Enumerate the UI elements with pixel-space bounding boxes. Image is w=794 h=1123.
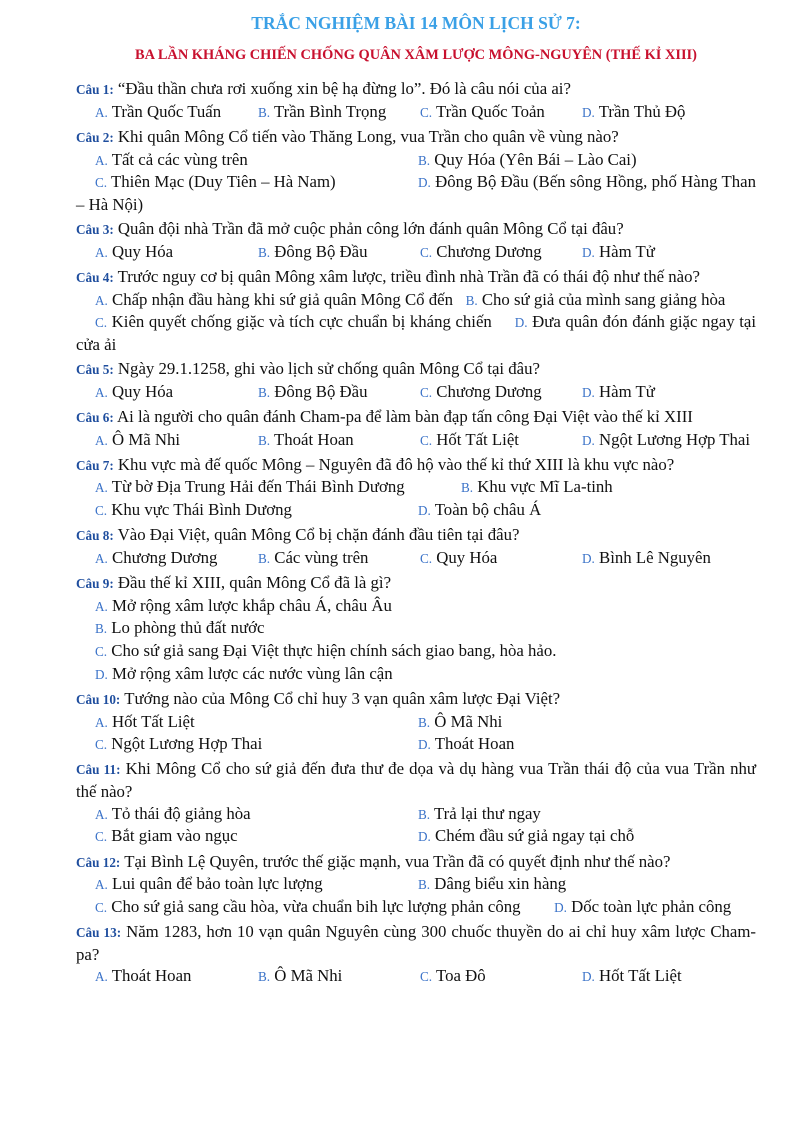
option-b: B. Dâng biểu xin hàng xyxy=(418,874,567,894)
question-label: Câu 6: xyxy=(76,409,114,425)
question-9 xyxy=(76,572,756,686)
question-label: Câu 5: xyxy=(76,362,114,377)
question-4 xyxy=(76,266,756,356)
options-flow xyxy=(76,896,756,919)
question-label: Câu 12: xyxy=(76,854,121,870)
question-label: Câu 9: xyxy=(76,575,114,591)
question-label: Câu 7: xyxy=(76,457,114,473)
question-text: Khu vực mà đế quốc Mông – Nguyên đã đô hộ vào thế kỉ thứ XIII là khu vực nào? xyxy=(113,454,675,474)
question-label: Câu 3: xyxy=(76,222,114,237)
options-flow xyxy=(76,311,756,355)
option-d: D. Ngột Lương Hợp Thai xyxy=(582,429,751,449)
option-a: A. Lui quân để bảo toàn lực lượng xyxy=(95,874,323,894)
option-c: C. Ngột Lương Hợp Thai xyxy=(95,734,263,754)
question-5 xyxy=(76,358,756,403)
page-title: TRẮC NGHIỆM BÀI 14 MÔN LỊCH SỬ 7: xyxy=(251,13,581,33)
option-c: C. Quy Hóa xyxy=(420,547,498,567)
question-text: Trước nguy cơ bị quân Mông xâm lược, triều đình nhà Trần đã có thái độ như thế nào? xyxy=(113,266,700,286)
question-text: Quân đội nhà Trần đã mở cuộc phản công lớn đánh quân Mông Cổ tại đâu? xyxy=(113,219,624,238)
option-b: B. Lo phòng thủ đất nước xyxy=(95,618,265,638)
question-6 xyxy=(76,406,756,451)
option-d: D. Đông Bộ Đầu (Bến sông Hồng, phố Hàng Than – Hà Nội) xyxy=(76,172,756,214)
option-a: A. Thoát Hoan xyxy=(95,966,192,986)
option-c: C. Bắt giam vào ngục xyxy=(95,826,238,846)
option-a: A. Hốt Tất Liệt xyxy=(95,711,195,731)
option-d: D. Chém đầu sứ giả ngay tại chỗ xyxy=(418,826,635,846)
question-text: Khi quân Mông Cổ tiến vào Thăng Long, vua Trần cho quân về vùng nào? xyxy=(113,126,619,146)
option-d: D. Dốc toàn lực phản công xyxy=(554,896,732,916)
question-label: Câu 8: xyxy=(76,528,114,544)
option-a: A. Quy Hóa xyxy=(95,241,174,261)
option-a: A. Chấp nhận đầu hàng khi sứ giả quân Mông Cổ đến xyxy=(95,289,453,309)
option-b: B. Ô Mã Nhi xyxy=(258,966,343,986)
option-c: C. Toa Đô xyxy=(420,966,486,986)
option-d: D. Mở rộng xâm lược các nước vùng lân cận xyxy=(95,663,393,683)
option-c: C. Thiên Mạc (Duy Tiên – Hà Nam) xyxy=(95,172,336,192)
question-12 xyxy=(76,851,756,919)
option-d: D. Hàm Tử xyxy=(582,381,655,401)
question-2 xyxy=(76,126,756,216)
question-11 xyxy=(76,758,756,848)
question-text: “Đầu thần chưa rơi xuống xin bệ hạ đừng lo”. Đó là câu nói của ai? xyxy=(113,79,571,98)
question-10 xyxy=(76,688,756,756)
option-c: C. Kiên quyết chống giặc và tích cực chuẩn bị kháng chiến xyxy=(95,312,492,332)
option-b: B. Cho sứ giả của mình sang giảng hòa xyxy=(465,289,726,309)
question-text: Ngày 29.1.1258, ghi vào lịch sử chống quân Mông Cổ tại đâu? xyxy=(113,359,540,378)
page-subtitle: BA LẦN KHÁNG CHIẾN CHỐNG QUÂN XÂM LƯỢC MÔNG-NGUYÊN (THẾ KỈ XIII) xyxy=(135,47,697,63)
option-b: B. Quy Hóa (Yên Bái – Lào Cai) xyxy=(418,149,637,169)
option-a: A. Chương Dương xyxy=(95,547,218,567)
option-d: D. Toàn bộ châu Á xyxy=(418,500,542,519)
question-text: Khi Mông Cổ cho sứ giả đến đưa thư đe dọa và dụ hàng vua Trần thái độ của vua Trần như thế nào? xyxy=(76,759,756,801)
option-b: B. Trần Bình Trọng xyxy=(258,101,387,121)
question-13 xyxy=(76,921,756,988)
option-a: A. Từ bờ Địa Trung Hải đến Thái Bình Dương xyxy=(95,477,405,497)
option-b: B. Thoát Hoan xyxy=(258,429,354,449)
option-a: A. Quy Hóa xyxy=(95,381,174,401)
option-c: C. Hốt Tất Liệt xyxy=(420,429,519,449)
question-text: Tướng nào của Mông Cổ chỉ huy 3 vạn quân xâm lược Đại Việt? xyxy=(120,688,561,708)
option-d: D. Hàm Tử xyxy=(582,241,655,261)
option-b: B. Trả lại thư ngay xyxy=(418,803,541,823)
option-c: C. Trần Quốc Toản xyxy=(420,101,545,121)
option-c: C. Cho sứ giả sang cầu hòa, vừa chuẩn bih lực lượng phản công xyxy=(95,896,521,916)
option-d: D. Bình Lê Nguyên xyxy=(582,547,711,567)
option-c: C. Chương Dương xyxy=(420,381,542,401)
option-d: D. Đưa quân đón đánh giặc ngay tại cửa ải xyxy=(76,312,756,354)
option-b: B. Ô Mã Nhi xyxy=(418,711,503,731)
option-d: D. Thoát Hoan xyxy=(418,734,515,754)
question-1 xyxy=(76,78,756,123)
question-label: Câu 4: xyxy=(76,269,114,285)
option-a: A. Mở rộng xâm lược khắp châu Á, châu Âu xyxy=(95,595,392,615)
question-8 xyxy=(76,524,756,569)
question-text: Đầu thế kỉ XIII, quân Mông Cổ đã là gì? xyxy=(113,572,392,592)
option-a: A. Tỏ thái độ giảng hòa xyxy=(95,803,251,823)
options-flow xyxy=(76,171,756,215)
option-a: A. Trần Quốc Tuấn xyxy=(95,101,222,121)
question-label: Câu 1: xyxy=(76,82,114,97)
document-page xyxy=(76,12,756,991)
option-b: B. Các vùng trên xyxy=(258,547,369,567)
question-text: Ai là người cho quân đánh Cham-pa để làm bàn đạp tấn công Đại Việt vào thế kỉ XIII xyxy=(113,406,693,426)
option-b: B. Đông Bộ Đầu xyxy=(258,381,368,401)
question-text: Vào Đại Việt, quân Mông Cổ bị chặn đánh đầu tiên tại đâu? xyxy=(113,525,520,545)
option-d: D. Hốt Tất Liệt xyxy=(582,966,682,986)
option-c: C. Cho sứ giả sang Đại Việt thực hiện chính sách giao bang, hòa hảo. xyxy=(95,641,557,660)
question-label: Câu 2: xyxy=(76,129,114,145)
question-label: Câu 13: xyxy=(76,925,122,940)
question-text: Tại Bình Lệ Quyên, trước thế giặc mạnh, vua Trần đã có quyết định như thế nào? xyxy=(120,851,671,871)
options-flow xyxy=(76,289,756,312)
option-c: C. Chương Dương xyxy=(420,241,542,261)
option-a: A. Tất cả các vùng trên xyxy=(95,149,248,169)
question-7 xyxy=(76,454,756,522)
options-flow xyxy=(76,429,756,452)
question-label: Câu 11: xyxy=(76,762,121,778)
option-c: C. Khu vực Thái Bình Dương xyxy=(95,500,292,519)
question-text: Năm 1283, hơn 10 vạn quân Nguyên cùng 300 chuốc thuyền do ai chỉ huy xâm lược Cham-pa? xyxy=(76,922,757,964)
question-label: Câu 10: xyxy=(76,691,121,707)
option-a: A. Ô Mã Nhi xyxy=(95,429,181,449)
question-3 xyxy=(76,218,756,263)
option-b: B. Khu vực Mĩ La-tinh xyxy=(461,477,613,497)
option-d: D. Trần Thủ Độ xyxy=(582,101,686,121)
option-b: B. Đông Bộ Đầu xyxy=(258,241,368,261)
